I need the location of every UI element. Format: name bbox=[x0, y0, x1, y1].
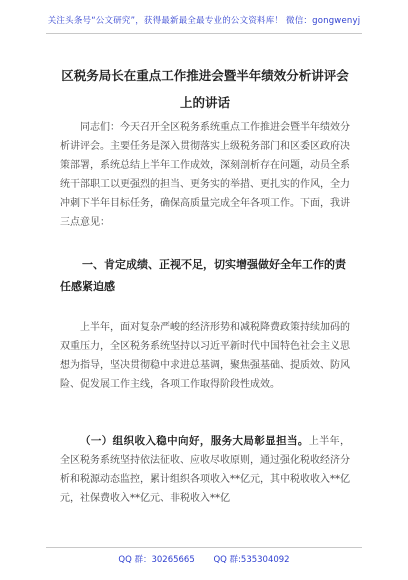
paragraph-first-half-review: 上半年，面对复杂严峻的经济形势和减税降费政策持续加码的双重压力，全区税务系统坚持以习近平新时代中国特色社会主义思想为指导，坚决贯彻稳中求进总基调，聚焦强基础、提质效、防风险、促发展工作主线，各项工作取得阶段性成效。 bbox=[60, 322, 350, 390]
qq-group-2: QQ 群:535304092 bbox=[213, 555, 290, 565]
header-banner: 关注头条号“公文研究”，获得最新最全最专业的公文资料库！ 微信：gongwenyj bbox=[47, 16, 361, 26]
paragraph-revenue bbox=[60, 432, 350, 508]
section-heading-1: 一、肯定成绩、正视不足，切实增强做好全年工作的责任感紧迫感 bbox=[60, 258, 346, 293]
footer bbox=[0, 553, 408, 565]
paragraph-revenue-text: 上半年，全区税务系统坚持依法征收、应收尽收原则，通过强化税收经济分析和税源动态监控，累计组织各项收入**亿元，其中税收收入**亿元，社保费收入**亿元、非税收入**亿 bbox=[60, 436, 351, 504]
header-divider bbox=[46, 33, 362, 34]
qq-group-1: QQ 群：30265665 bbox=[118, 555, 195, 565]
subheading-revenue: （一）组织收入稳中向好，服务大局彰显担当。 bbox=[80, 435, 309, 447]
footer-divider bbox=[46, 547, 362, 548]
document-title: 区税务局长在重点工作推进会暨半年绩效分析讲评会上的讲话 bbox=[61, 68, 349, 110]
paragraph-opening: 同志们：今天召开全区税务系统重点工作推进会暨半年绩效分析讲评会。主要任务是深入贯彻落实上级税务部门和区委区政府决策部署，系统总结上半年工作成效，深刻剖析存在问题，动员全系统干部职工以更强烈的担当、更务实的举措、更扎实的作风，全力冲刺下半年目标任务，确保高质量完成全年各项工作。下面，我讲三点意见： bbox=[60, 122, 350, 228]
